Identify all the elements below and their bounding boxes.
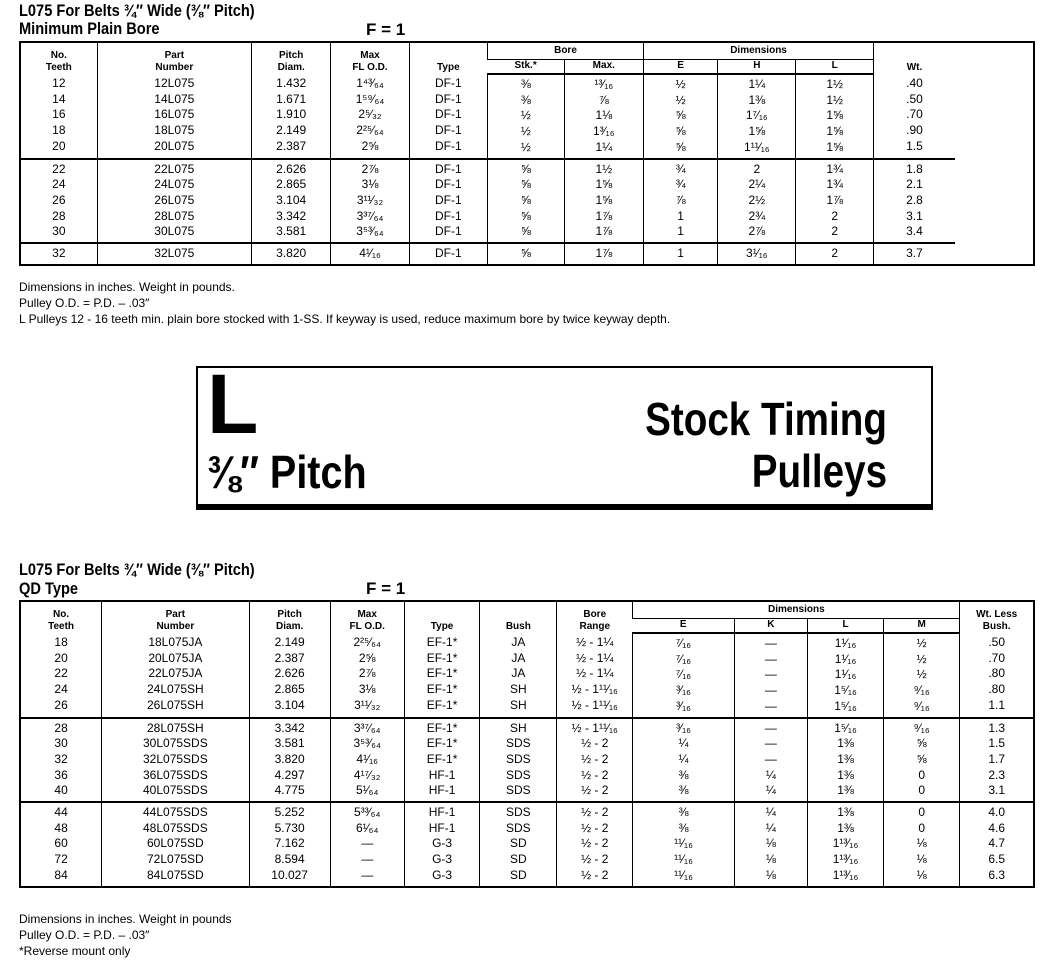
cell-teeth: 22 24 26 28 30 xyxy=(20,159,97,244)
note-line: Dimensions in inches. Weight in pounds xyxy=(19,912,232,926)
cell-bore-range: ½ - 1¹¹⁄₁₆ ½ - 2 ½ - 2 ½ - 2 ½ - 2 xyxy=(557,718,633,803)
note-line: *Reverse mount only xyxy=(19,944,131,958)
cell-pitch-diam: 3.342 3.581 3.820 4.297 4.775 xyxy=(249,718,330,803)
header-weight-less-bush: Wt. Less Bush. xyxy=(960,601,1034,633)
cell-stock-bore: ⅝ ⅝ ⅝ ⅝ ⅝ xyxy=(488,159,565,244)
header-dimensions-group: Dimensions xyxy=(643,42,873,60)
header-dim-k: K xyxy=(734,619,807,634)
cell-dim-m: 0 0 ⅛ ⅛ ⅛ xyxy=(883,802,959,887)
cell-max-fl-od: 4¹⁄₁₆ xyxy=(331,243,409,265)
cell-dim-l: 1¹⁄₁₆ 1¹⁄₁₆ 1¹⁄₁₆ 1⁵⁄₁₆ 1⁵⁄₁₆ xyxy=(808,633,884,718)
table-row-group xyxy=(20,159,1034,244)
cell-dim-e: 1 xyxy=(643,243,717,265)
section2-title: L075 For Belts ¾″ Wide (⅜″ Pitch) xyxy=(19,560,255,579)
cell-pitch-diam: 5.252 5.730 7.162 8.594 10.027 xyxy=(249,802,330,887)
cell-teeth: 12 14 16 18 20 xyxy=(52,76,66,153)
cell-bush: SDS SDS SD SD SD xyxy=(480,802,557,887)
table-row-group xyxy=(20,243,1034,265)
cell-stock-bore: ⅝ xyxy=(488,243,565,265)
cell-type: EF-1* EF-1* EF-1* HF-1 HF-1 xyxy=(404,718,480,803)
cell-dim-h: 2 2¼ 2½ 2¾ 2⅞ xyxy=(718,159,796,244)
header-dimensions-group: Dimensions xyxy=(633,601,960,619)
banner-heading-line2: Pulleys xyxy=(751,445,887,497)
cell-dim-l: 1⁵⁄₁₆ 1⅜ 1⅜ 1⅜ 1⅜ xyxy=(808,718,884,803)
cell-type: DF-1 DF-1 DF-1 DF-1 DF-1 xyxy=(409,159,487,244)
cell-max-bore: ¹³⁄₁₆ ⅞ 1⅛ 1³⁄₁₆ 1¼ xyxy=(564,74,643,159)
cell-bore-range: ½ - 1¼ ½ - 1¼ ½ - 1¼ ½ - 1¹¹⁄₁₆ ½ - 1¹¹⁄₁₆ xyxy=(557,633,633,718)
cell-weight: 3.7 xyxy=(874,243,955,265)
cell-dim-h: 3¹⁄₁₆ xyxy=(718,243,796,265)
section1-notes xyxy=(19,279,670,327)
cell-dim-k: — — — — — xyxy=(734,633,807,718)
cell-max-fl-od: 5³³⁄₆₄ 6¹⁄₆₄ — — — xyxy=(330,802,404,887)
cell-stock-bore: ⅜ ⅜ ½ ½ ½ xyxy=(488,74,565,159)
cell-pitch-diam: 2.149 2.387 2.626 2.865 3.104 xyxy=(249,633,330,718)
cell-max-bore: 1⅞ xyxy=(564,243,643,265)
cell-max-fl-od: 3³⁷⁄₆₄ 3⁵³⁄₆₄ 4¹⁄₁₆ 4¹⁷⁄₃₂ 5¹⁄₆₄ xyxy=(330,718,404,803)
cell-type: DF-1 xyxy=(409,243,487,265)
cell-dim-m: ⁹⁄₁₆ ⅝ ⅝ 0 0 xyxy=(883,718,959,803)
cell-type: EF-1* EF-1* EF-1* EF-1* EF-1* xyxy=(404,633,480,718)
header-dim-e: E xyxy=(643,60,717,75)
section2-f-label: F = 1 xyxy=(366,579,406,598)
cell-dim-l: 1⅜ 1⅜ 1¹³⁄₁₆ 1¹³⁄₁₆ 1¹³⁄₁₆ xyxy=(808,802,884,887)
banner-heading-line1: Stock Timing xyxy=(645,393,887,445)
banner-letter: L xyxy=(207,357,259,451)
cell-teeth: 32 xyxy=(20,243,97,265)
qd-type-table xyxy=(19,600,1035,888)
section1-subtitle: Minimum Plain Bore xyxy=(19,19,160,38)
table-row-group xyxy=(20,718,1034,803)
cell-pitch-diam: 2.626 2.865 3.104 3.342 3.581 xyxy=(252,159,331,244)
pitch-banner xyxy=(196,357,933,506)
table-row-group xyxy=(20,633,1034,718)
header-max-fl-od: Max FL O.D. xyxy=(331,42,409,74)
cell-dim-e: ½ ½ ⅝ ⅝ ⅝ xyxy=(643,74,717,159)
header-bore-group: Bore xyxy=(488,42,644,60)
note-line: Pulley O.D. = P.D. – .03″ xyxy=(19,296,150,310)
note-line: Dimensions in inches. Weight in pounds. xyxy=(19,280,235,294)
header-dim-l: L xyxy=(808,619,884,634)
note-line: L Pulleys 12 - 16 teeth min. plain bore stocked with 1-SS. If keyway is used, reduce maximum bore by twice keyway depth. xyxy=(19,312,671,326)
header-part-number: Part Number xyxy=(102,601,249,633)
header-type: Type xyxy=(409,42,487,74)
cell-dim-e: ⁷⁄₁₆ ⁷⁄₁₆ ⁷⁄₁₆ ³⁄₁₆ ³⁄₁₆ xyxy=(633,633,734,718)
section2-subtitle: QD Type xyxy=(19,579,79,598)
header-dim-m: M xyxy=(883,619,959,634)
cell-dim-l: 2 xyxy=(796,243,874,265)
header-teeth: No. Teeth xyxy=(45,50,72,73)
cell-dim-k: — — — ¼ ¼ xyxy=(734,718,807,803)
cell-dim-h: 1¼ 1⅜ 1⁷⁄₁₆ 1⅝ 1¹¹⁄₁₆ xyxy=(718,74,796,159)
cell-part-number: 44L075SDS 48L075SDS 60L075SD 72L075SD 84L075SD xyxy=(102,802,249,887)
header-max-bore: Max. xyxy=(564,60,643,75)
cell-type: HF-1 HF-1 G-3 G-3 G-3 xyxy=(404,802,480,887)
header-type: Type xyxy=(404,601,480,633)
cell-type: DF-1 DF-1 DF-1 DF-1 DF-1 xyxy=(409,74,487,159)
cell-pitch-diam: 1.432 1.671 1.910 2.149 2.387 xyxy=(252,74,331,159)
cell-dim-l: 1½ 1½ 1⅝ 1⅝ 1⅝ xyxy=(796,74,874,159)
banner-pitch: ⅜″ Pitch xyxy=(207,446,367,498)
cell-dim-e: ¾ ¾ ⅞ 1 1 xyxy=(643,159,717,244)
cell-max-fl-od: 2²⁵⁄₆₄ 2⅝ 2⅞ 3⅛ 3¹¹⁄₃₂ xyxy=(330,633,404,718)
header-stock-bore: Stk.* xyxy=(488,60,565,75)
section2-notes xyxy=(19,911,232,959)
minimum-plain-bore-table xyxy=(19,41,1035,266)
cell-bore-range: ½ - 2 ½ - 2 ½ - 2 ½ - 2 ½ - 2 xyxy=(557,802,633,887)
table-row-group xyxy=(20,802,1034,887)
cell-dim-l: 1¾ 1¾ 1⅞ 2 2 xyxy=(796,159,874,244)
cell-weight: 1.3 1.5 1.7 2.3 3.1 xyxy=(960,718,1034,803)
cell-pitch-diam: 3.820 xyxy=(252,243,331,265)
note-line: Pulley O.D. = P.D. – .03″ xyxy=(19,928,150,942)
cell-max-fl-od: 1⁴³⁄₆₄ 1⁵⁹⁄₆₄ 2⁵⁄₃₂ 2²⁵⁄₆₄ 2⅝ xyxy=(331,74,409,159)
header-bore-range: Bore Range xyxy=(557,601,633,633)
cell-teeth: 28 30 32 36 40 xyxy=(20,718,102,803)
section1-title: L075 For Belts ¾″ Wide (⅜″ Pitch) xyxy=(19,1,255,20)
cell-dim-k: ¼ ¼ ⅛ ⅛ ⅛ xyxy=(734,802,807,887)
cell-bush: SH SDS SDS SDS SDS xyxy=(480,718,557,803)
header-weight: Wt. xyxy=(874,42,955,74)
cell-dim-m: ½ ½ ½ ⁹⁄₁₆ ⁹⁄₁₆ xyxy=(883,633,959,718)
header-part-number: Part Number xyxy=(97,42,251,74)
cell-dim-e: ⅜ ⅜ ¹¹⁄₁₆ ¹¹⁄₁₆ ¹¹⁄₁₆ xyxy=(633,802,734,887)
cell-weight: .50 .70 .80 .80 1.1 xyxy=(960,633,1034,718)
header-dim-e: E xyxy=(633,619,734,634)
header-dim-l: L xyxy=(796,60,874,75)
cell-part-number: 18L075JA 20L075JA 22L075JA 24L075SH 26L075SH xyxy=(102,633,249,718)
header-pitch-diam: Pitch Diam. xyxy=(252,42,331,74)
cell-dim-e: ³⁄₁₆ ¼ ¼ ⅜ ⅜ xyxy=(633,718,734,803)
cell-max-fl-od: 2⅞ 3⅛ 3¹¹⁄₃₂ 3³⁷⁄₆₄ 3⁵³⁄₆₄ xyxy=(331,159,409,244)
cell-bush: JA JA JA SH SH xyxy=(480,633,557,718)
table-row-group xyxy=(20,74,1034,159)
cell-part-number: 28L075SH 30L075SDS 32L075SDS 36L075SDS 40L075SDS xyxy=(102,718,249,803)
cell-teeth: 44 48 60 72 84 xyxy=(20,802,102,887)
cell-part-number: 12L075 14L075 16L075 18L075 20L075 xyxy=(97,74,251,159)
cell-max-bore: 1½ 1⅝ 1⅝ 1⅞ 1⅞ xyxy=(564,159,643,244)
header-bush: Bush xyxy=(480,601,557,633)
cell-weight: .40 .50 .70 .90 1.5 xyxy=(874,74,955,159)
header-dim-h: H xyxy=(718,60,796,75)
cell-part-number: 22L075 24L075 26L075 28L075 30L075 xyxy=(97,159,251,244)
cell-weight: 1.8 2.1 2.8 3.1 3.4 xyxy=(874,159,955,244)
section1-f-label: F = 1 xyxy=(366,20,406,39)
header-max-fl-od: Max FL O.D. xyxy=(330,601,404,633)
header-pitch-diam: Pitch Diam. xyxy=(249,601,330,633)
cell-weight: 4.0 4.6 4.7 6.5 6.3 xyxy=(960,802,1034,887)
cell-teeth: 18 20 22 24 26 xyxy=(54,635,68,712)
cell-part-number: 32L075 xyxy=(97,243,251,265)
header-teeth: No. Teeth xyxy=(48,609,75,632)
